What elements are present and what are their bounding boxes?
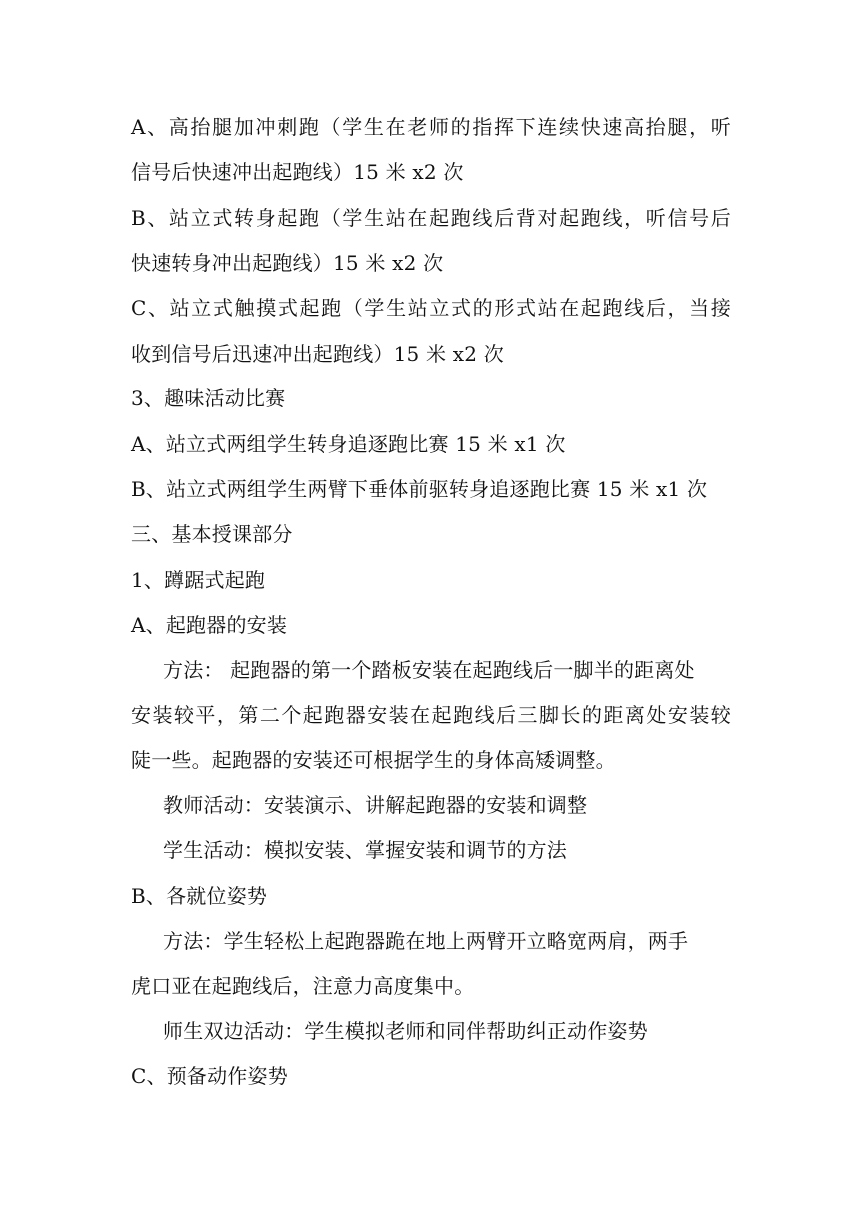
text-line: 快速转身冲出起跑线）15 米 x2 次	[131, 251, 444, 275]
text-line: 学生活动：模拟安装、掌握安装和调节的方法	[163, 838, 567, 862]
text-line: A、站立式两组学生转身追逐跑比赛 15 米 x1 次	[131, 432, 566, 456]
section-heading: 三、基本授课部分	[131, 522, 293, 546]
text-line: 教师活动：安装演示、讲解起跑器的安装和调整	[163, 793, 588, 817]
subsection-heading: B、各就位姿势	[131, 884, 268, 908]
text-line: 方法：学生轻松上起跑器跪在地上两臂开立略宽两肩，两手	[163, 929, 689, 953]
section-heading: 3、趣味活动比赛	[131, 386, 286, 410]
text-line: 安装较平，第二个起跑器安装在起跑线后三脚长的距离处安装较	[131, 703, 731, 727]
text-line: 虎口亚在起跑线后，注意力高度集中。	[131, 974, 475, 998]
text-line: B、站立式转身起跑（学生站在起跑线后背对起跑线，听信号后	[131, 206, 731, 230]
text-line: 陡一些。起跑器的安装还可根据学生的身体高矮调整。	[131, 748, 616, 772]
text-line: 收到信号后迅速冲出起跑线）15 米 x2 次	[131, 342, 504, 366]
section-heading: 1、蹲踞式起跑	[131, 568, 266, 592]
subsection-heading: A、起跑器的安装	[131, 613, 288, 637]
subsection-heading: C、预备动作姿势	[131, 1064, 288, 1088]
text-line: B、站立式两组学生两臂下垂体前驱转身追逐跑比赛 15 米 x1 次	[131, 477, 708, 501]
text-line: A、高抬腿加冲刺跑（学生在老师的指挥下连续快速高抬腿，听	[131, 115, 731, 139]
text-line: 师生双边活动：学生模拟老师和同伴帮助纠正动作姿势	[163, 1019, 648, 1043]
text-line: 信号后快速冲出起跑线）15 米 x2 次	[131, 160, 464, 184]
text-line: C、站立式触摸式起跑（学生站立式的形式站在起跑线后，当接	[131, 296, 731, 320]
text-line: 方法： 起跑器的第一个踏板安装在起跑线后一脚半的距离处	[163, 658, 695, 682]
